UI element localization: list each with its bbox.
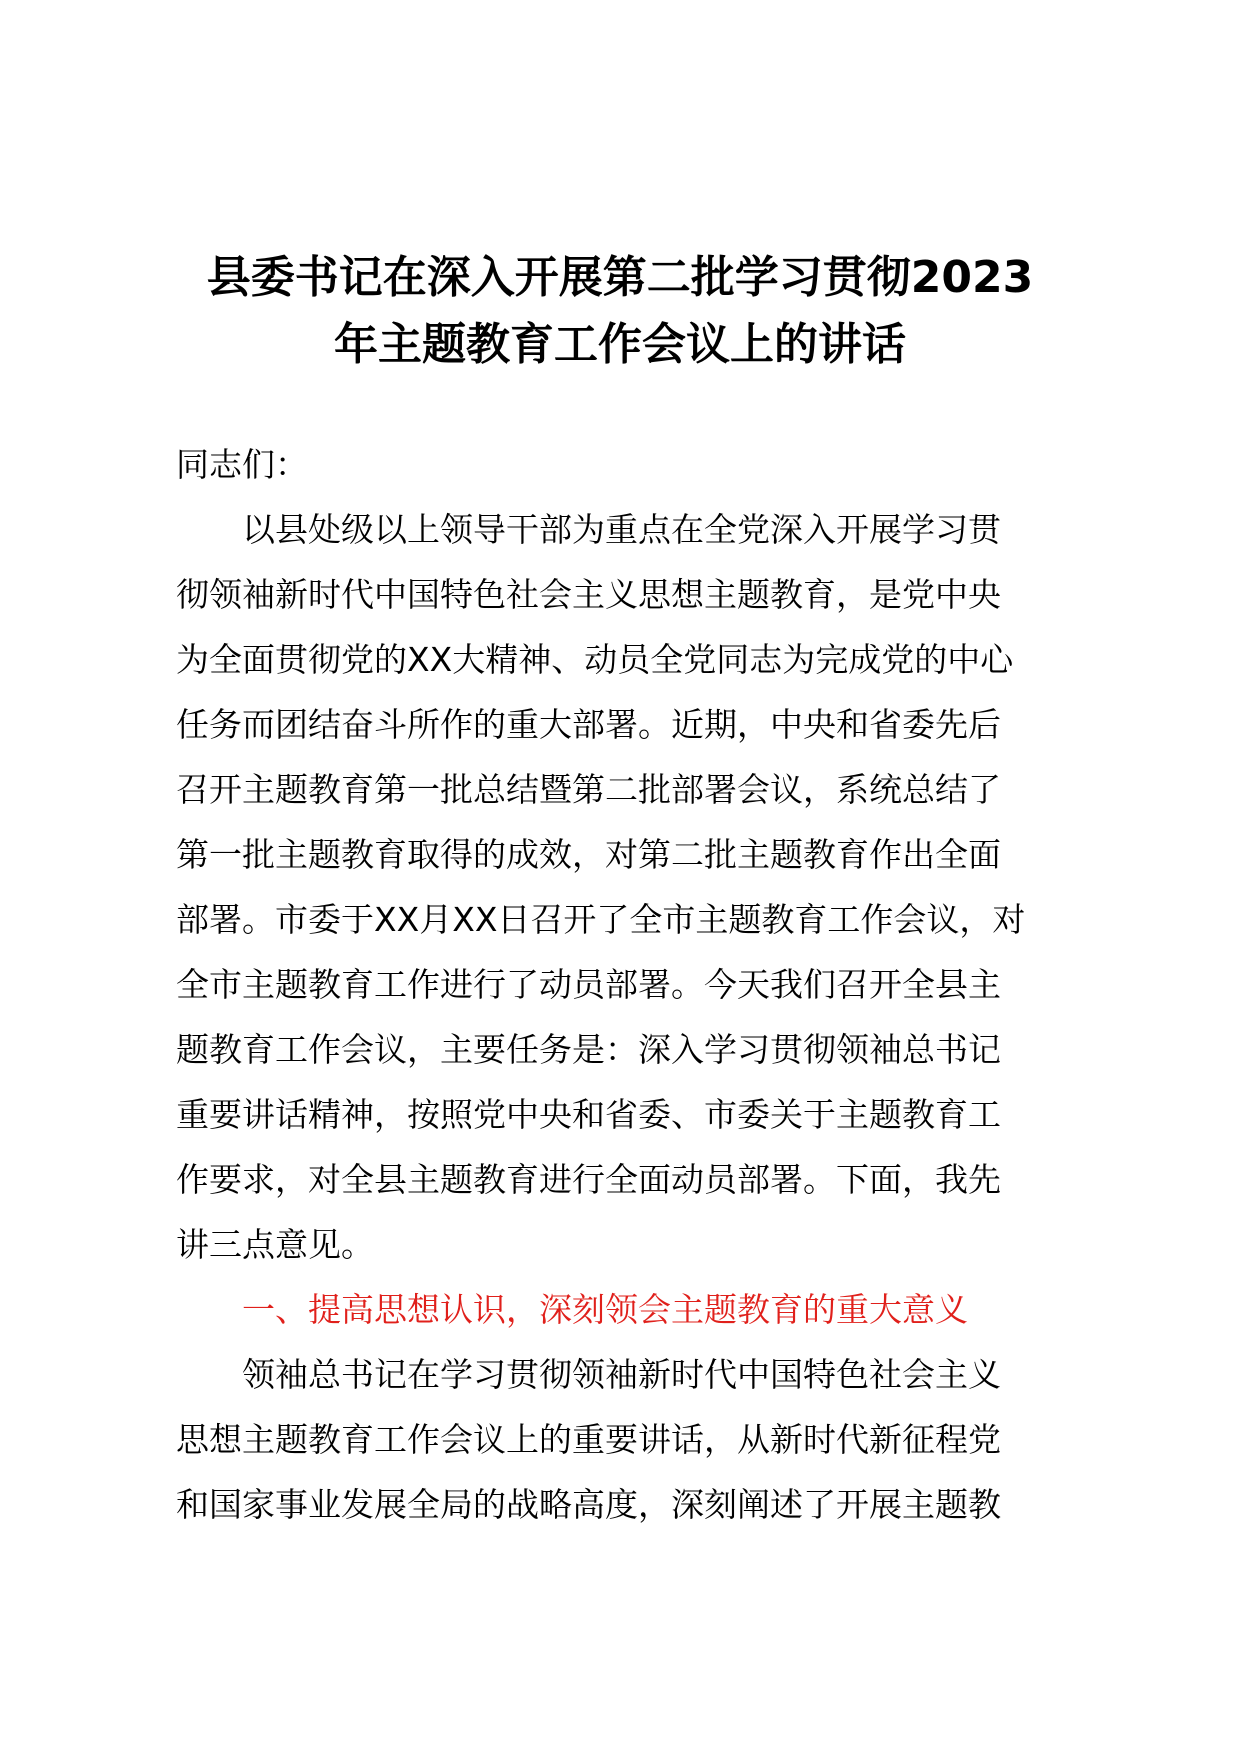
paragraph1-line-12: 讲三点意见。 <box>176 1225 374 1264</box>
paragraph2-line-1: 领袖总书记在学习贯彻领袖新时代中国特色社会主义 <box>242 1355 1001 1394</box>
document-body <box>176 432 1126 1537</box>
paragraph1-line-3: 为全面贯彻党的XX大精神、动员全党同志为完成党的中心 <box>176 640 1014 679</box>
title-line-2: 年主题教育工作会议上的讲话 <box>334 319 906 370</box>
paragraph1-line-10: 重要讲话精神，按照党中央和省委、市委关于主题教育工 <box>176 1095 1001 1134</box>
paragraph2-line-2: 思想主题教育工作会议上的重要讲话，从新时代新征程党 <box>176 1420 1001 1459</box>
salutation: 同志们： <box>176 445 308 484</box>
paragraph1-line-6: 第一批主题教育取得的成效，对第二批主题教育作出全面 <box>176 835 1001 874</box>
paragraph1-line-1: 以县处级以上领导干部为重点在全党深入开展学习贯 <box>242 510 1001 549</box>
section1-heading: 一、提高思想认识，深刻领会主题教育的重大意义 <box>242 1290 968 1329</box>
paragraph1-line-5: 召开主题教育第一批总结暨第二批部署会议，系统总结了 <box>176 770 1001 809</box>
paragraph2-line-3: 和国家事业发展全局的战略高度，深刻阐述了开展主题教 <box>176 1485 1001 1524</box>
title-line-1: 县委书记在深入开展第二批学习贯彻2023 <box>206 252 1034 303</box>
paragraph1-line-4: 任务而团结奋斗所作的重大部署。近期，中央和省委先后 <box>176 705 1001 744</box>
paragraph1-line-2: 彻领袖新时代中国特色社会主义思想主题教育，是党中央 <box>176 575 1001 614</box>
paragraph1-line-11: 作要求，对全县主题教育进行全面动员部署。下面，我先 <box>176 1160 1001 1199</box>
paragraph1-line-9: 题教育工作会议，主要任务是：深入学习贯彻领袖总书记 <box>176 1030 1001 1069</box>
paragraph1-line-7: 部署。市委于XX月XX日召开了全市主题教育工作会议，对 <box>176 900 1026 939</box>
document-title <box>150 244 1090 378</box>
paragraph1-line-8: 全市主题教育工作进行了动员部署。今天我们召开全县主 <box>176 965 1001 1004</box>
